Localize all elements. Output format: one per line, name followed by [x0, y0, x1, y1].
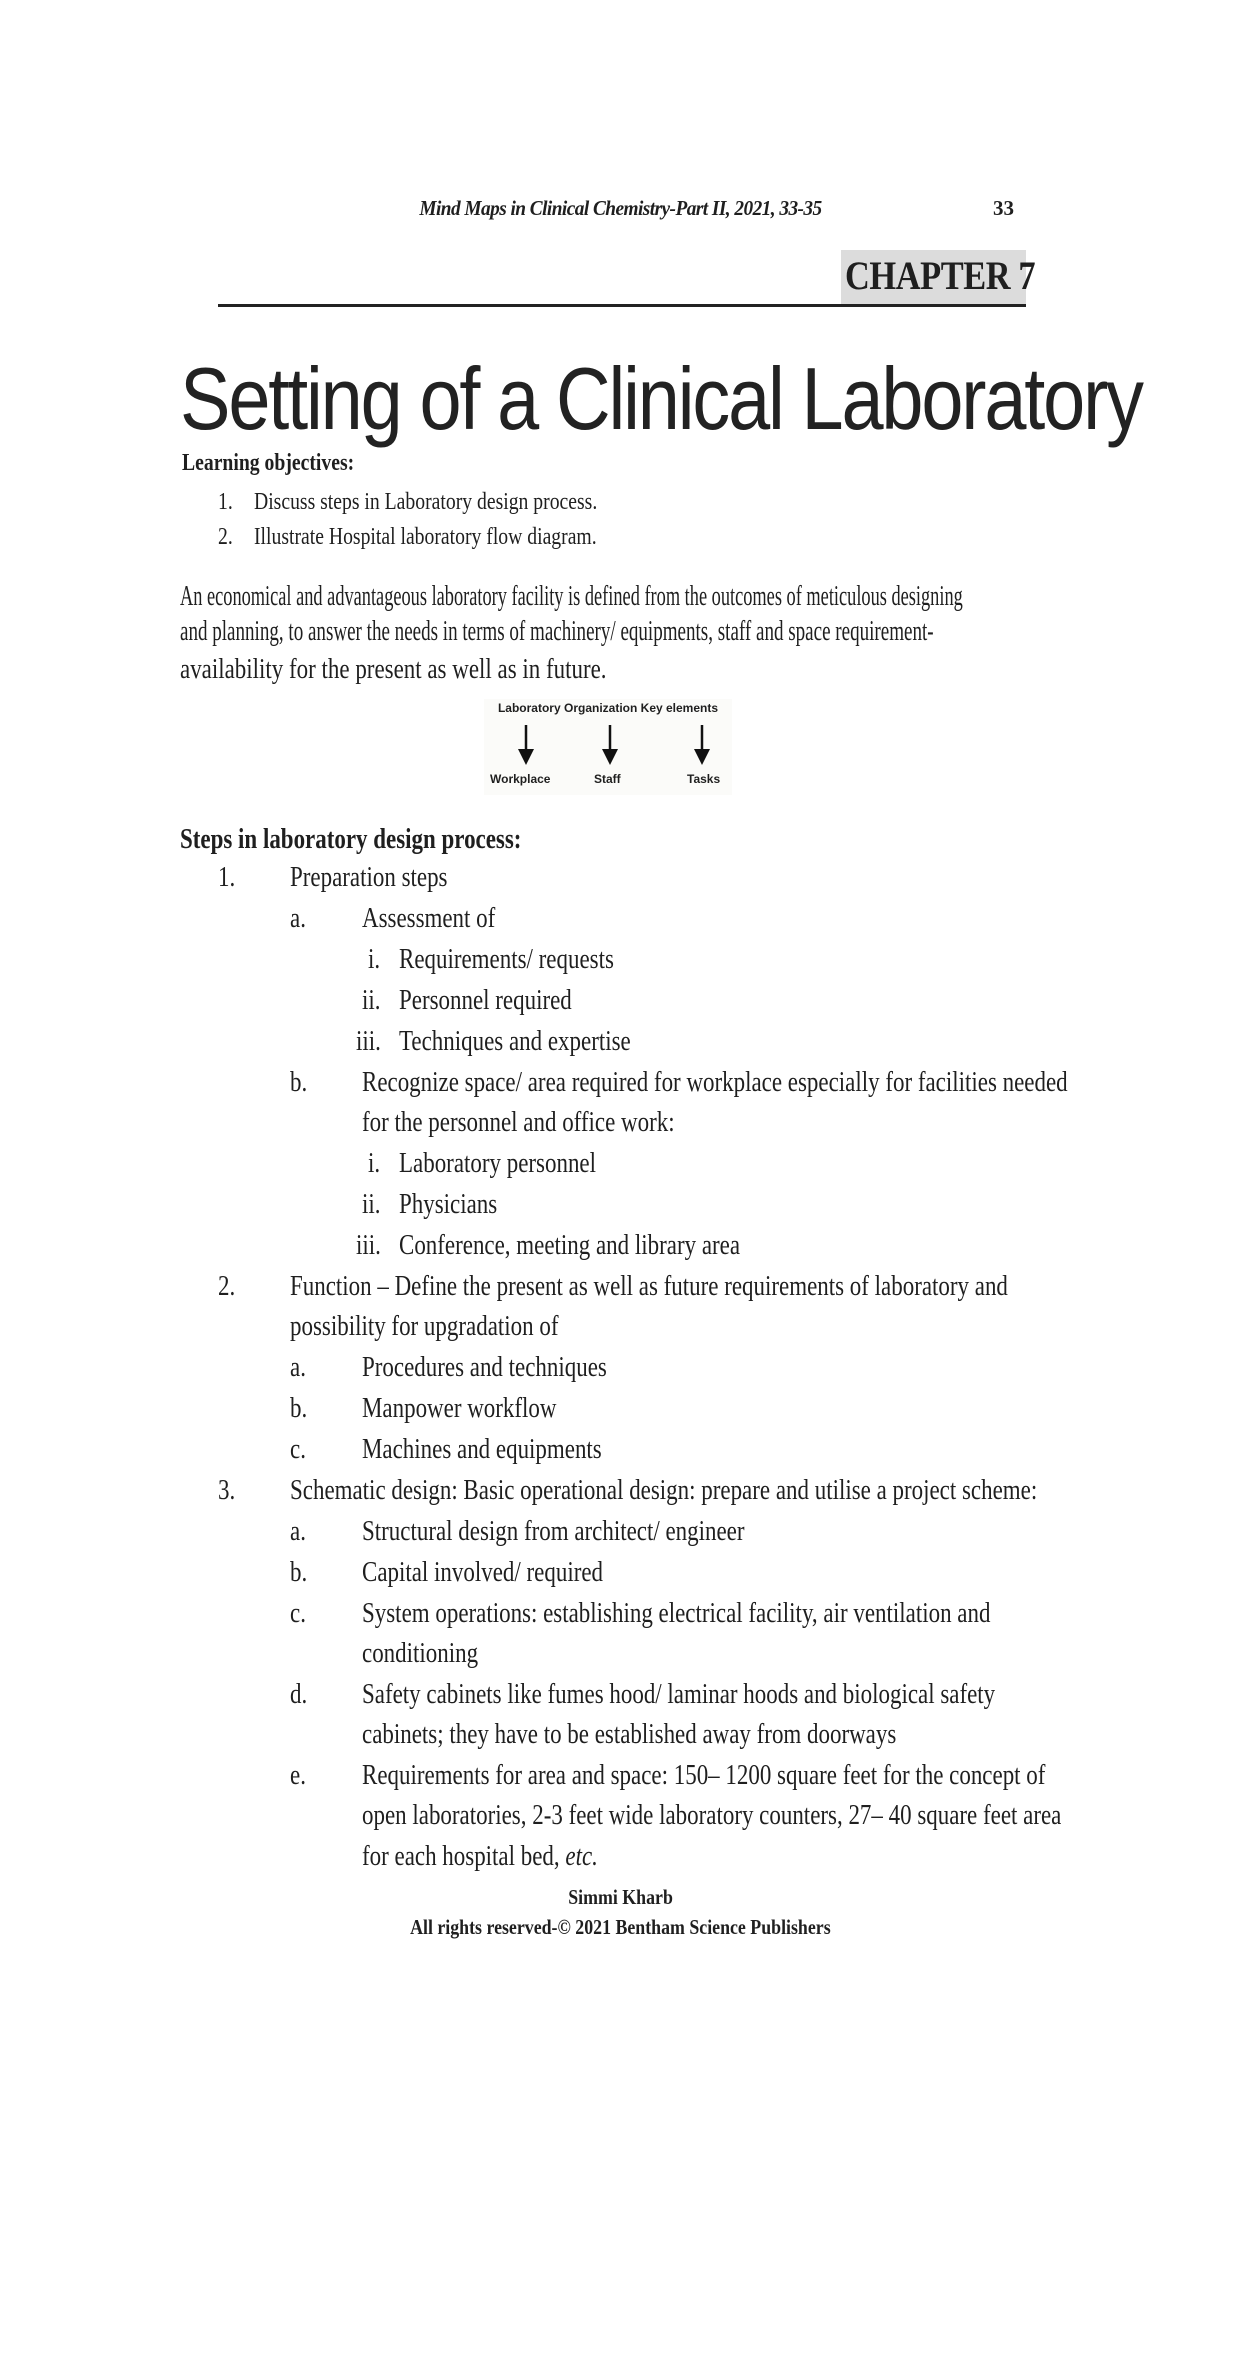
subitem-text: Personnel required — [399, 985, 572, 1016]
substep-text: Structural design from architect/ engineer — [362, 1516, 745, 1547]
substep-text: conditioning — [362, 1638, 479, 1669]
subitem-text: Physicians — [399, 1189, 498, 1220]
copyright-notice: All rights reserved-© 2021 Bentham Science Publishers — [410, 1915, 831, 1939]
footer-author — [0, 1885, 1241, 1910]
chapter-label: CHAPTER 7 — [845, 253, 1036, 298]
subitem-text: Laboratory personnel — [399, 1148, 597, 1179]
arrow-down-icon — [518, 725, 534, 765]
objective-number: 1. — [218, 489, 233, 515]
substep-text: Safety cabinets like fumes hood/ laminar hoods and biological safety — [362, 1679, 996, 1710]
subitem-text: Conference, meeting and library area — [399, 1230, 741, 1261]
objective-text: Illustrate Hospital laboratory flow diagram. — [254, 524, 597, 550]
lab-organization-diagram — [484, 699, 732, 795]
objective-number: 2. — [218, 524, 233, 550]
step-text: Schematic design: Basic operational design: prepare and utilise a project scheme: — [290, 1475, 1038, 1506]
substep-letter: c. — [290, 1598, 306, 1629]
author-name: Simmi Kharb — [568, 1885, 673, 1909]
substep-letter: d. — [290, 1679, 308, 1710]
intro-line: availability for the present as well as in future. — [180, 654, 607, 685]
diagram-label-workplace: Workplace — [490, 772, 551, 786]
substep-letter: b. — [290, 1067, 308, 1098]
header-rule — [218, 304, 1026, 307]
steps-heading: Steps in laboratory design process: — [180, 824, 522, 855]
step-number: 3. — [218, 1475, 236, 1506]
subitem-numeral: i. — [368, 1148, 381, 1179]
substep-letter: a. — [290, 1352, 306, 1383]
substep-text-last — [362, 1841, 598, 1873]
substep-text: Capital involved/ required — [362, 1557, 604, 1588]
page-number: 33 — [993, 196, 1014, 220]
subitem-text: Techniques and expertise — [399, 1026, 631, 1057]
page-title: Setting of a Clinical Laboratory — [180, 349, 1142, 448]
substep-text: for the personnel and office work: — [362, 1107, 675, 1138]
substep-text: System operations: establishing electrical facility, air ventilation and — [362, 1598, 991, 1629]
arrow-down-icon — [602, 725, 618, 765]
subitem-numeral: iii. — [356, 1026, 381, 1057]
substep-text: Requirements for area and space: 150– 1200 square feet for the concept of — [362, 1760, 1046, 1791]
step-text: Function – Define the present as well as future requirements of laboratory and — [290, 1271, 1008, 1302]
step-number: 1. — [218, 862, 236, 893]
substep-letter: b. — [290, 1393, 308, 1424]
substep-letter: e. — [290, 1760, 306, 1791]
subitem-numeral: ii. — [362, 1189, 381, 1220]
substep-text: Assessment of — [362, 903, 496, 934]
diagram-title: Laboratory Organization Key elements — [497, 701, 719, 715]
substep-text: Recognize space/ area required for workplace especially for facilities needed — [362, 1067, 1068, 1098]
learning-objectives-heading: Learning objectives: — [182, 450, 355, 476]
substep-text: for each hospital bed, — [362, 1841, 566, 1872]
subitem-numeral: ii. — [362, 985, 381, 1016]
diagram-label-staff: Staff — [594, 772, 621, 786]
substep-text: Machines and equipments — [362, 1434, 602, 1465]
substep-text: Manpower workflow — [362, 1393, 557, 1424]
journal-citation: Mind Maps in Clinical Chemistry-Part II, 2021, 33-35 — [419, 196, 822, 220]
arrow-down-icon — [694, 725, 710, 765]
substep-letter: b. — [290, 1557, 308, 1588]
step-text: Preparation steps — [290, 862, 448, 893]
objective-text: Discuss steps in Laboratory design process. — [254, 489, 598, 515]
subitem-numeral: i. — [368, 944, 381, 975]
intro-line: An economical and advantageous laboratory facility is defined from the outcomes of meticulous designing — [180, 581, 963, 612]
step-number: 2. — [218, 1271, 236, 1302]
footer-rights — [0, 1915, 1241, 1940]
step-text: possibility for upgradation of — [290, 1311, 559, 1342]
substep-text: open laboratories, 2-3 feet wide laboratory counters, 27– 40 square feet area — [362, 1800, 1062, 1831]
intro-line: and planning, to answer the needs in terms of machinery/ equipments, staff and space requirement- — [180, 616, 934, 647]
subitem-numeral: iii. — [356, 1230, 381, 1261]
substep-letter: a. — [290, 1516, 306, 1547]
diagram-label-tasks: Tasks — [687, 772, 721, 786]
substep-text: Procedures and techniques — [362, 1352, 607, 1383]
subitem-text: Requirements/ requests — [399, 944, 614, 975]
substep-letter: a. — [290, 903, 306, 934]
substep-text: cabinets; they have to be established away from doorways — [362, 1719, 897, 1750]
etc-italic: etc. — [565, 1841, 598, 1872]
substep-letter: c. — [290, 1434, 306, 1465]
